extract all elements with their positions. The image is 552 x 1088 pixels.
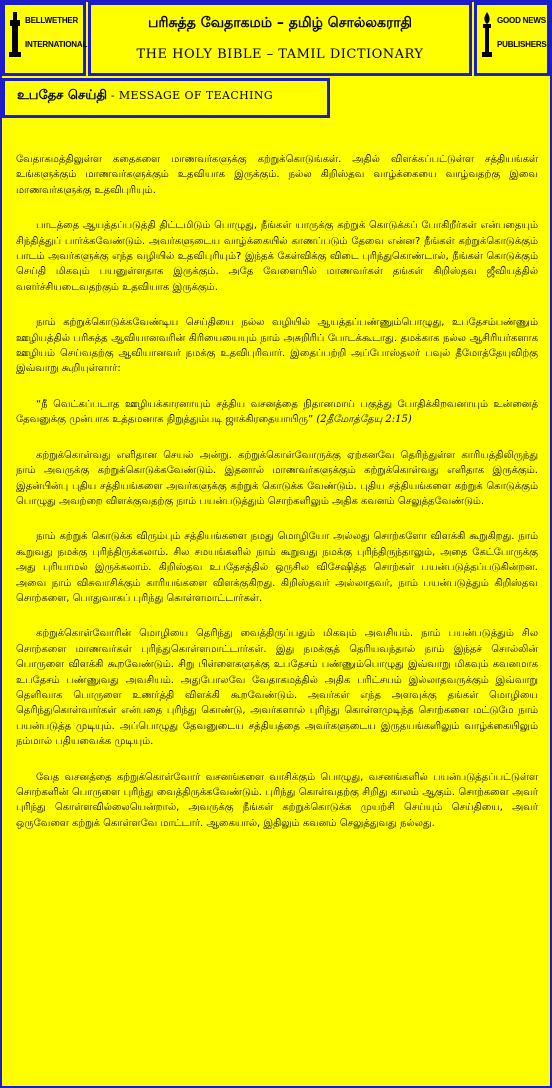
paragraph: நாம் கற்றுக்கொடுக்கவேண்டிய செய்தியை நல்ல வழியில் ஆயத்தப்பண்ணும்பொழுது, உபதேசம்பண்ணும் ஊழியத்தில் பரிசுத்த ஆவியானவரின் கிரியையையும் நாம் அசுறிரிப் போடக்கூடாது. தமக்காக நல்ல ஆசிரியர்களாக ஊழியம் செய்வதற்கு ஆவியானவர் நமக்கு உதவிபுரிவார். இதைப்பற்றி அப்போஸ்தலர் பவுல் தீமோத்தேயுவிற்கு இவ்வாறு கூறியுள்ளார்: bbox=[16, 317, 538, 375]
title-tamil: பரிசுத்த வேதாகமம் – தமிழ் சொல்லகராதி bbox=[148, 15, 412, 31]
section-heading-tamil: உபதேச செய்தி bbox=[17, 88, 108, 103]
section-heading-box bbox=[2, 78, 330, 118]
bellwether-sheep-icon bbox=[8, 10, 22, 60]
bellwether-logo bbox=[2, 2, 86, 76]
article-body bbox=[16, 152, 538, 851]
section-heading bbox=[17, 88, 273, 104]
scripture-reference: (2தீமோத்தேயு 2:15) bbox=[316, 414, 412, 426]
paragraph: பாடத்தை ஆயத்தப்படுத்தி திட்டமிடும் பொழுது, நீங்கள் யாருக்கு கற்றுக் கொடுக்கப் போகிறீர்கள் என்பதையும் சிந்தித்துப் பார்க்கவேண்டும். அவர்களுடைய வாழ்க்கையில் காணப்படும் தேவை என்ன? நீங்கள் கற்றுக்கொடுக்கும் பாடம் அவர்களுக்கு எந்த வழியில் உதவிபுரியும்? இந்தக் கேள்விக்கு விடை புரிந்துகொண்டால், நீங்கள் கொடுக்கும் செய்தி மிகவும் பயனுள்ளதாக இருக்கும். அதே வேளையில் மாணவர்கள் தங்கள் கிறிஸ்தவ ஜீவியத்தில் வளர்ச்சியடைவதற்கும் உதவியாக இருக்கும். bbox=[16, 220, 538, 293]
logo-left-line2: INTERNATIONAL bbox=[25, 40, 88, 49]
logo-right-line2: PUBLISHERS bbox=[497, 40, 547, 49]
logo-left-line1: BELLWETHER bbox=[25, 16, 79, 25]
logo-right-line1: GOOD NEWS bbox=[497, 16, 546, 25]
title-banner bbox=[88, 2, 472, 76]
section-heading-english: - MESSAGE OF TEACHING bbox=[110, 89, 274, 102]
title-english: THE HOLY BIBLE – TAMIL DICTIONARY bbox=[136, 47, 424, 62]
paragraph: கற்றுக்கொள்வோரின் மொழியை தெரிந்து வைத்திருப்பதும் மிகவும் அவசியம். நாம் பயன்படுத்தும் சில சொற்களை மாணவர்கள் புரிந்துகொள்ளமாட்டார்கள். இது நமக்குத் தெரியவந்தால் நாம் இந்தச் சொல்லின் பொருளை விளக்கி கூறவேண்டும். சிறு பிள்ளைகளுக்கு உபதேசம் பண்ணும்பொழுது இவ்வாறு மிகவும் கவனமாக உபதேசம் பண்ணுவது அவசியம். அதுபோலவே வேதாகமத்தில் அதிக பரிட்சயம் இல்லாதவருக்கும் இவ்வாறு தெளிவாக பொருளை உணர்த்தி விளக்கி கூறவேண்டும். அவர்கள் எந்த அளவுக்கு தங்கள் மொழியை தெரிந்துகொள்வார்கள் என்பதை புரிந்து கொண்டு, அவர்களால் புரிந்து கொள்ளமுடிந்த சொற்களை மட்டுமே நாம் பயன்படுத்த முடியும். அப்பொழுது தேவனுடைய சத்தியத்தை அவர்களுடைய இருதயங்களிலும் வாழ்க்கையிலும் நம்மால் பதியவைக்க முடியும். bbox=[16, 628, 538, 748]
scripture-quote: “நீ வெட்கப்படாத ஊழியக்காரனாயும் சத்திய வசனத்தை நிதானமாய் பகுத்து போதிக்கிறவனாயும் உன்னைத் தேவனுக்கு முன்பாக உத்தமனாக நிறுத்தும்படி ஜாக்கிரதையாயிரு” (2தீமோத்தேயு 2:15) bbox=[16, 398, 538, 426]
good-news-logo bbox=[474, 2, 550, 76]
paragraph: நாம் கற்றுக் கொடுக்க விரும்பும் சத்தியங்களை நமது மொழியோ அல்லது சொற்களோ விளக்கி கூறுகிறது. நாம் கூறுவது நமக்கு புரிந்திருக்கலாம். சில சமயங்களில் நாம் கூறுவது நமக்கு புரிந்திருந்தாலும், அதை கேட்போருக்கு அது புரியாமல் இருக்கலாம். கிறிஸ்தவ உபதேசத்தில் ஒருசில விசேஷித்த சொற்கள் பயன்படுத்தப்படுகின்றன. அவை நாம் விசுவாசிக்கும் காரியங்களை விளக்குகிறது. கிறிஸ்தவர் அல்லாதவர், நாம் பயன்படுத்தும் கிறிஸ்தவ சொற்களை, பொதுவாகப் புரிந்து கொள்ளமாட்டார்கள். bbox=[16, 531, 538, 604]
paragraph: வேதாகமத்திலுள்ள கதைகளை மாணவர்களுக்கு கற்றுக்கொடுங்கள். அதில் விளக்கப்பட்டுள்ள சத்தியங்கள் உங்களுக்கும் மாணவர்களுக்கும் உதவியாக இருக்கும். நல்ல கிறிஸ்தவ வாழ்க்கையை வாழ்வதற்கு இவை மாணவர்களுக்கு உதவிபுரியும். bbox=[16, 154, 538, 196]
good-news-torch-icon bbox=[480, 10, 494, 60]
paragraph: கற்றுக்கொள்வது எளிதான செயல் அன்று. கற்றுக்கொள்வோருக்கு ஏற்கனவே தெரிந்துள்ள காரியத்திலிருந்து நாம் அவருக்கு கற்றுக்கொடுக்கவேண்டும். இதனால் மாணவர்களுக்கும் கற்றுக்கொள்வது எளிதாக இருக்கும். இதன்பின்பு புதிய சத்தியங்களை அவர்களுக்கு கற்றுக் கொடுக்க வேண்டும். புதிய சத்தியங்களை கற்றுக் கொடுக்கும் பொழுது அவற்றை விளக்குவதற்கு நாம் பயன்படுத்தும் சொற்களிலும் அதிக கவனம் செலுத்தவேண்டும். bbox=[16, 449, 538, 507]
paragraph: வேத வசனத்தை கற்றுக்கொள்வோர் வசனங்களை வாசிக்கும் பொழுது, வசனங்களில் பயன்படுத்தப்பட்டுள்ள சொற்களின் பொருளை புரிந்து வைத்திருக்கவேண்டும். புரிந்து கொள்வதற்கு சிறிது காலம் ஆகும். சொற்களை அவர் புரிந்து கொள்ளவில்லையென்றால், அவருக்கு நீங்கள் கற்றுக்கொடுக்க முயற்சி செய்யும் செய்தியை, அவர் ஒருவேளை கற்றுக் கொள்ளவே மாட்டார். ஆகையால், இதிலும் கவனம் செலுத்துவது நல்லது. bbox=[16, 771, 538, 829]
